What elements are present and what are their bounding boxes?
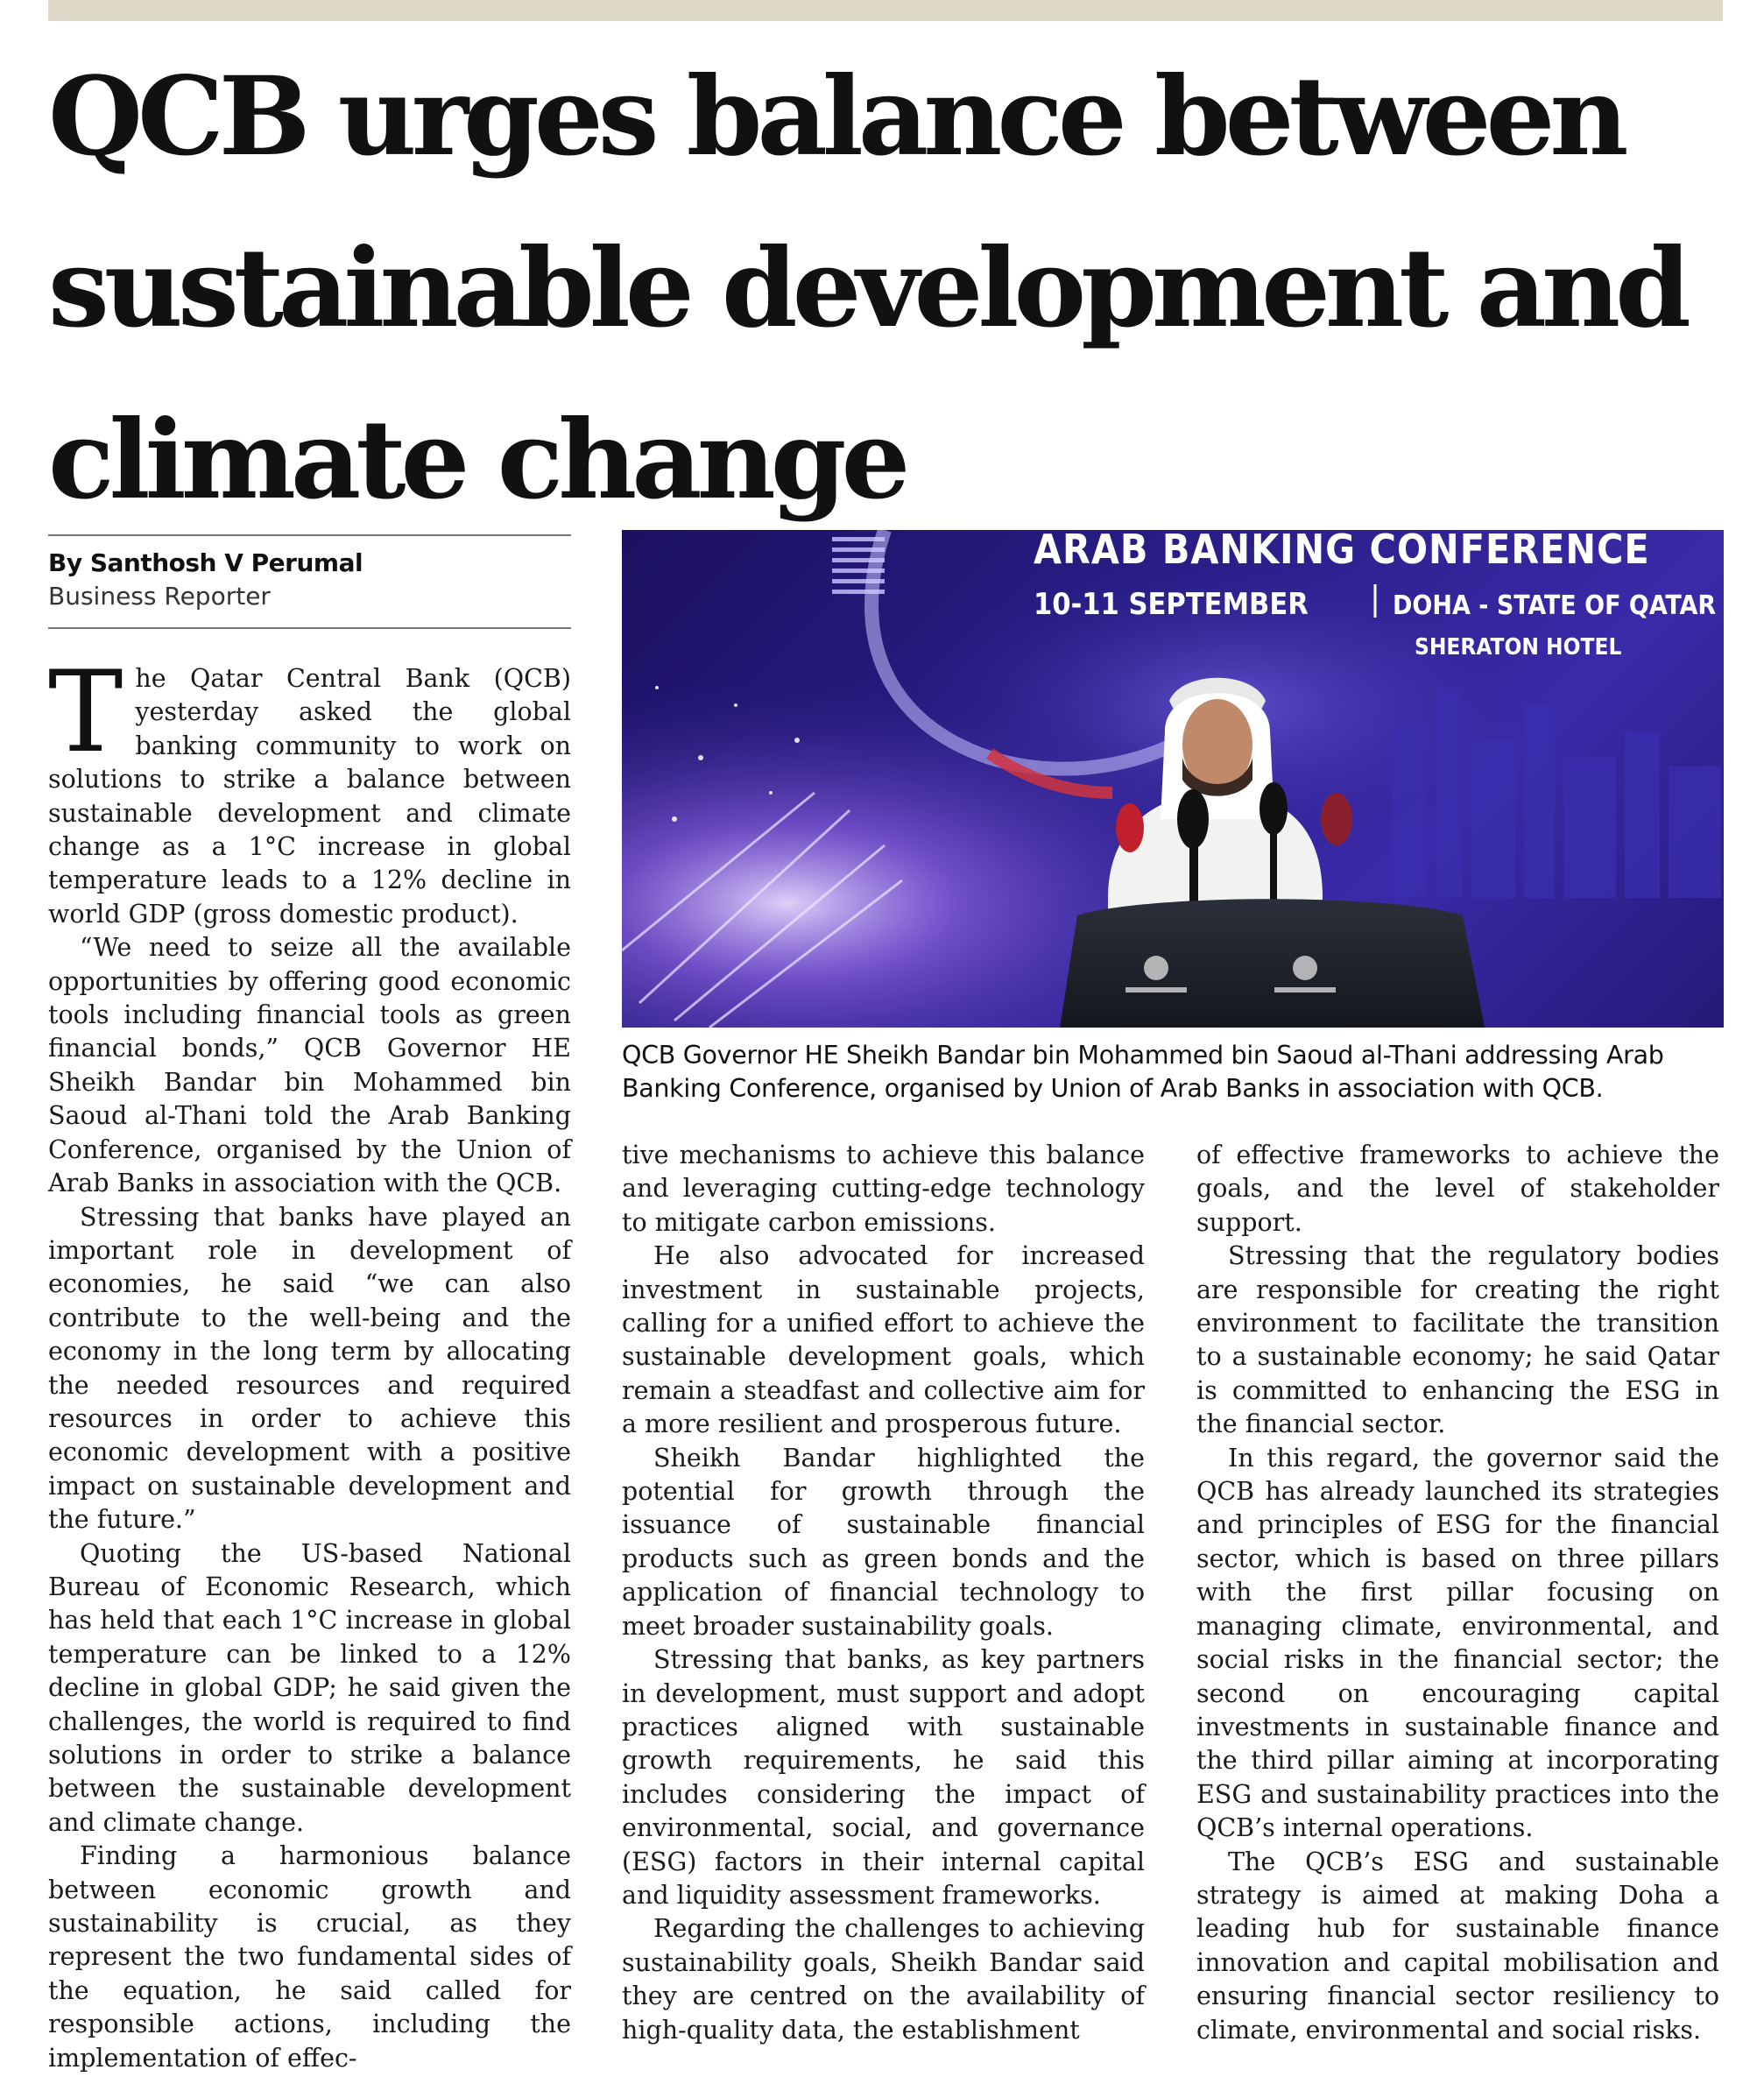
banner-date: 10-11 SEPTEMBER: [1034, 587, 1309, 622]
article-paragraph: Stressing that banks, as key partners in development, must support and adopt practices aligned with sustainable growth requirements, he said this includes considering the impact of environmental, social, and governance (ESG) factors in their internal capital and liquidity assessment frameworks.: [622, 1645, 1145, 1910]
banner-location: DOHA - STATE OF QATAR: [1393, 590, 1717, 621]
article-paragraph: Sheikh Bandar highlighted the potential for growth through the issuance of sustainable financial products such as green bonds and the application of financial technology to meet broader sustainability goals.: [622, 1443, 1145, 1641]
article-paragraph: He also advocated for increased investment in sustainable projects, calling for a unified effort to achieve the sustainable development goals, which remain a steadfast and collective aim for a more resilient and prosperous future.: [622, 1241, 1145, 1439]
conference-photo-illustration: [622, 530, 1724, 1028]
article-paragraph: In this regard, the governor said the QCB has already launched its strategies and principles of ESG for the financial sector, which is based on three pillars with the first pillar focusing on managing climate, environmental, and social risks in the financial sector; the second on encouraging capital investments in sustainable finance and the third pillar aiming at incorporating ESG and sustainability practices into the QCB’s internal operations.: [1196, 1443, 1719, 1843]
article-paragraph: Quoting the US-based National Bureau of Economic Research, which has held that each 1°C increase in global temperature can be linked to a 12% decline in global GDP; he said given the challenges, the world is required to find solutions in order to strike a balance between the sustainable development and climate change.: [48, 1538, 571, 1837]
article-paragraph: Finding a harmonious balance between economic growth and sustainability is crucial, as they represent the two fundamental sides of the equation, he said called for responsible actions, including the implementation of effec-: [48, 1841, 571, 2073]
banner-title: ARAB BANKING CONFERENCE: [1034, 530, 1650, 573]
top-color-band: [48, 0, 1723, 21]
byline-role: Business Reporter: [48, 582, 271, 611]
byline: [48, 534, 571, 629]
article-paragraph: Stressing that banks have played an important role in development of economies, he said “we can also contribute to the well-being and the economy in the long term by allocating the needed resources and required resources in order to achieve this economic development with a positive impact on sustainable development and the future.”: [48, 1202, 571, 1535]
article-paragraph: The QCB’s ESG and sustainable strategy is aimed at making Doha a leading hub for sustainable finance innovation and capital mobilisation and ensuring financial sector resiliency to climate, environmental and social risks.: [1196, 1847, 1719, 2045]
conference-photo: [622, 530, 1724, 1028]
article-paragraph: Stressing that the regulatory bodies are responsible for creating the right environment to facilitate the transition to a sustainable economy; he said Qatar is committed to enhancing the ESG in the financial sector.: [1196, 1241, 1719, 1439]
article-paragraph: of effective frameworks to achieve the goals, and the level of stakeholder support.: [1196, 1141, 1719, 1237]
article-paragraph: tive mechanisms to achieve this balance and leveraging cutting-edge technology to mitigate carbon emissions.: [622, 1141, 1145, 1237]
banner-venue: SHERATON HOTEL: [1415, 634, 1622, 661]
article-paragraph: “We need to seize all the available opportunities by offering good economic tools including financial tools as green financial bonds,” QCB Governor HE Sheikh Bandar bin Mohammed bin Saoud al-Thani told the Arab Banking Conference, organised by the Union of Arab Banks in association with the QCB.: [48, 933, 571, 1198]
article-column-3: [1196, 1139, 1719, 2073]
article-paragraph: Regarding the challenges to achieving sustainability goals, Sheikh Bandar said they are centred on the availability of high-quality data, the establishment: [622, 1914, 1145, 2045]
article-column-2: [622, 1139, 1145, 2073]
byline-author: By Santhosh V Perumal: [48, 548, 363, 577]
article-column-1: [48, 647, 571, 2073]
article-paragraph: The Qatar Central Bank (QCB) yesterday asked the global banking community to work on solutions to strike a balance between sustainable development and climate change as a 1°C increase in global temperature leads to a 12% decline in world GDP (gross domestic product).: [48, 647, 571, 929]
drop-cap: T: [48, 647, 123, 778]
headline: QCB urges balance between sustainable development and climate change: [48, 53, 1686, 524]
photo-caption: QCB Governor HE Sheikh Bandar bin Mohammed bin Saoud al-Thani addressing Arab Banking Conference, organised by Union of Arab Banks in association with QCB.: [622, 1041, 1664, 1103]
